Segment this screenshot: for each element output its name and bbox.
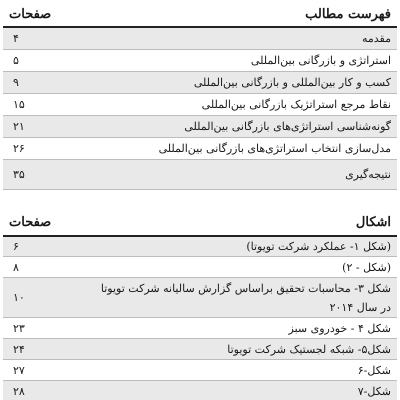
toc-entry-title[interactable]: نقاط مرجع استراتژیک بازرگانی بین‌المللی [87, 93, 397, 115]
figure-row[interactable] [3, 360, 397, 381]
figure-row[interactable] [3, 381, 397, 400]
toc-row[interactable] [3, 159, 397, 189]
figure-entry-title[interactable]: (شکل ۱- عملکرد شرکت تویوتا) [87, 236, 397, 257]
toc-header-pages: صفحات [3, 2, 87, 27]
toc-entry-title[interactable]: نتیجه‌گیری [87, 159, 397, 189]
figure-entry-page: ۶ [3, 236, 87, 257]
document-page [0, 2, 400, 400]
figure-entry-title[interactable]: شکل-۶ [87, 360, 397, 381]
toc-row[interactable] [3, 71, 397, 93]
figure-entry-title[interactable]: شکل۵- شبکه لجستیک شرکت تویوتا [87, 339, 397, 360]
figure-row[interactable] [3, 236, 397, 257]
toc-row[interactable] [3, 93, 397, 115]
toc-row[interactable] [3, 27, 397, 49]
figure-entry-title[interactable]: شکل-۷ [87, 381, 397, 400]
toc-entry-page: ۴ [3, 27, 87, 49]
figure-entry-page: ۲۸ [3, 381, 87, 400]
figure-entry-title[interactable]: شکل ۴ - خودروی سبز [87, 318, 397, 339]
figure-row[interactable] [3, 339, 397, 360]
list-of-figures [3, 211, 397, 400]
toc-entry-page: ۹ [3, 71, 87, 93]
toc-header-title: فهرست مطالب [87, 2, 397, 27]
figure-entry-title[interactable]: شکل ۳- محاسبات تحقیق براساس گزارش سالیانه شرکت تویوتا در سال ۲۰۱۴ [87, 278, 397, 318]
toc-row[interactable] [3, 49, 397, 71]
toc-entry-title[interactable]: گونه‌شناسی استراتژی‌های بازرگانی بین‌المللی [87, 115, 397, 137]
table-of-contents [3, 2, 397, 190]
toc-header-row [3, 2, 397, 27]
toc-row[interactable] [3, 115, 397, 137]
figure-row[interactable] [3, 257, 397, 278]
toc-entry-title[interactable]: استراتژی و بازرگانی بین‌المللی [87, 49, 397, 71]
figure-entry-page: ۲۳ [3, 318, 87, 339]
toc-entry-title[interactable]: مدل‌سازی انتخاب استراتژی‌های بازرگانی بین‌المللی [87, 137, 397, 159]
figures-header-title: اشکال [87, 211, 397, 236]
figure-entry-page: ۸ [3, 257, 87, 278]
toc-entry-page: ۳۵ [3, 159, 87, 189]
toc-entry-page: ۱۵ [3, 93, 87, 115]
figures-header-row [3, 211, 397, 236]
figure-entry-page: ۱۰ [3, 278, 87, 318]
figure-entry-page: ۲۷ [3, 360, 87, 381]
toc-entry-title[interactable]: مقدمه [87, 27, 397, 49]
toc-row[interactable] [3, 137, 397, 159]
figure-row[interactable] [3, 318, 397, 339]
toc-entry-title[interactable]: کسب و کار بین‌المللی و بازرگانی بین‌المللی [87, 71, 397, 93]
figure-entry-page: ۲۴ [3, 339, 87, 360]
figures-header-pages: صفحات [3, 211, 87, 236]
toc-entry-page: ۵ [3, 49, 87, 71]
figure-entry-title[interactable]: (شکل - ۲) [87, 257, 397, 278]
toc-entry-page: ۲۱ [3, 115, 87, 137]
figure-row[interactable] [3, 278, 397, 318]
toc-entry-page: ۲۶ [3, 137, 87, 159]
